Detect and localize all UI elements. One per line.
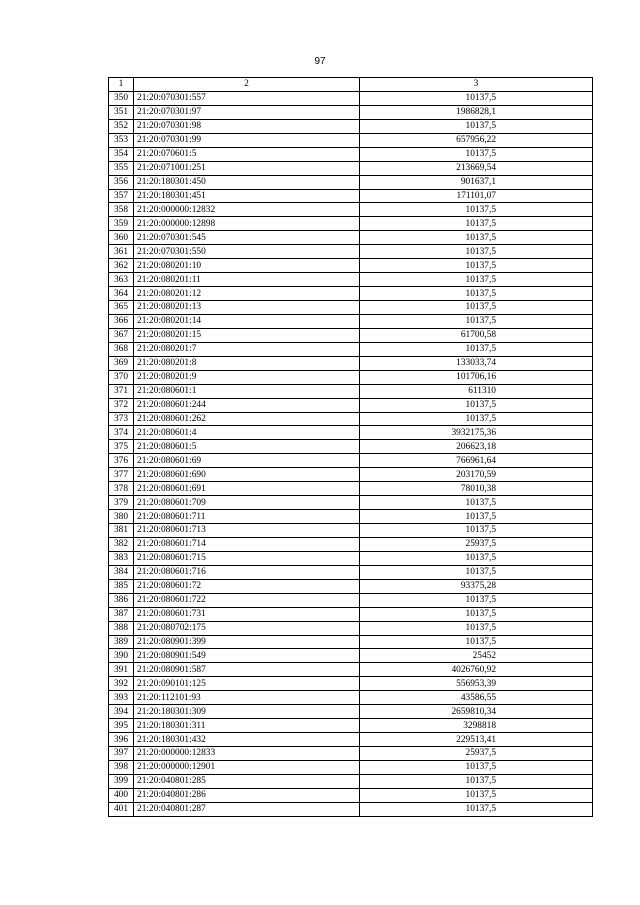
- table-row: [109, 663, 593, 677]
- value-cell: 3932175,36: [360, 426, 593, 440]
- cadastral-number-cell: 21:20:180301:450: [134, 175, 360, 189]
- cadastral-number-cell: 21:20:000000:12901: [134, 760, 360, 774]
- row-number-cell: 350: [109, 91, 134, 105]
- row-number-cell: 384: [109, 565, 134, 579]
- value-cell: 10137,5: [360, 788, 593, 802]
- table-row: [109, 802, 593, 816]
- row-number-cell: 389: [109, 635, 134, 649]
- table-row: [109, 440, 593, 454]
- row-number-cell: 355: [109, 161, 134, 175]
- cadastral-number-cell: 21:20:071001:251: [134, 161, 360, 175]
- cadastral-number-cell: 21:20:180301:309: [134, 705, 360, 719]
- row-number-cell: 365: [109, 301, 134, 315]
- table-row: [109, 217, 593, 231]
- table-row: [109, 161, 593, 175]
- cadastral-number-cell: 21:20:070301:98: [134, 119, 360, 133]
- row-number-cell: 400: [109, 788, 134, 802]
- cadastral-number-cell: 21:20:080901:399: [134, 635, 360, 649]
- cadastral-number-cell: 21:20:080201:9: [134, 370, 360, 384]
- value-cell: 10137,5: [360, 273, 593, 287]
- table-row: [109, 747, 593, 761]
- value-cell: 10137,5: [360, 607, 593, 621]
- value-cell: 61700,58: [360, 328, 593, 342]
- value-cell: 2659810,34: [360, 705, 593, 719]
- cadastral-number-cell: 21:20:090101:125: [134, 677, 360, 691]
- row-number-cell: 401: [109, 802, 134, 816]
- cadastral-number-cell: 21:20:080601:711: [134, 510, 360, 524]
- row-number-cell: 399: [109, 774, 134, 788]
- row-number-cell: 388: [109, 621, 134, 635]
- cadastral-number-cell: 21:20:070601:5: [134, 147, 360, 161]
- table-header-row: [109, 78, 593, 92]
- table-row: [109, 342, 593, 356]
- cadastral-number-cell: 21:20:070301:557: [134, 91, 360, 105]
- cadastral-number-cell: 21:20:080901:587: [134, 663, 360, 677]
- table-row: [109, 788, 593, 802]
- row-number-cell: 392: [109, 677, 134, 691]
- value-cell: 206623,18: [360, 440, 593, 454]
- value-cell: 25937,5: [360, 747, 593, 761]
- row-number-cell: 357: [109, 189, 134, 203]
- cadastral-number-cell: 21:20:080601:244: [134, 398, 360, 412]
- cadastral-value-table: [108, 77, 593, 817]
- row-number-cell: 391: [109, 663, 134, 677]
- row-number-cell: 381: [109, 524, 134, 538]
- table-row: [109, 677, 593, 691]
- cadastral-number-cell: 21:20:080201:14: [134, 314, 360, 328]
- table-row: [109, 649, 593, 663]
- value-cell: 10137,5: [360, 496, 593, 510]
- row-number-cell: 374: [109, 426, 134, 440]
- table-row: [109, 231, 593, 245]
- row-number-cell: 390: [109, 649, 134, 663]
- value-cell: 171101,07: [360, 189, 593, 203]
- row-number-cell: 373: [109, 412, 134, 426]
- cadastral-number-cell: 21:20:070301:545: [134, 231, 360, 245]
- row-number-cell: 376: [109, 454, 134, 468]
- cadastral-number-cell: 21:20:040801:285: [134, 774, 360, 788]
- cadastral-number-cell: 21:20:080201:11: [134, 273, 360, 287]
- table-row: [109, 105, 593, 119]
- table-row: [109, 719, 593, 733]
- row-number-cell: 371: [109, 384, 134, 398]
- value-cell: 901637,1: [360, 175, 593, 189]
- value-cell: 10137,5: [360, 510, 593, 524]
- value-cell: 10137,5: [360, 802, 593, 816]
- row-number-cell: 379: [109, 496, 134, 510]
- cadastral-number-cell: 21:20:080601:714: [134, 537, 360, 551]
- row-number-cell: 385: [109, 579, 134, 593]
- row-number-cell: 375: [109, 440, 134, 454]
- value-cell: 4026760,92: [360, 663, 593, 677]
- value-cell: 229513,41: [360, 733, 593, 747]
- value-cell: 10137,5: [360, 760, 593, 774]
- cadastral-number-cell: 21:20:080201:15: [134, 328, 360, 342]
- value-cell: 556953,39: [360, 677, 593, 691]
- row-number-cell: 352: [109, 119, 134, 133]
- cadastral-number-cell: 21:20:080601:715: [134, 551, 360, 565]
- cadastral-number-cell: 21:20:080601:713: [134, 524, 360, 538]
- value-cell: 10137,5: [360, 245, 593, 259]
- row-number-cell: 359: [109, 217, 134, 231]
- column-header-2: 2: [134, 78, 360, 92]
- value-cell: 10137,5: [360, 217, 593, 231]
- value-cell: 25452: [360, 649, 593, 663]
- row-number-cell: 370: [109, 370, 134, 384]
- table-row: [109, 524, 593, 538]
- column-header-1: 1: [109, 78, 134, 92]
- value-cell: 213669,54: [360, 161, 593, 175]
- table-row: [109, 412, 593, 426]
- cadastral-number-cell: 21:20:080601:4: [134, 426, 360, 440]
- table-row: [109, 273, 593, 287]
- cadastral-number-cell: 21:20:040801:287: [134, 802, 360, 816]
- cadastral-number-cell: 21:20:080201:13: [134, 301, 360, 315]
- row-number-cell: 363: [109, 273, 134, 287]
- value-cell: 10137,5: [360, 314, 593, 328]
- table-row: [109, 691, 593, 705]
- table-row: [109, 314, 593, 328]
- table-row: [109, 287, 593, 301]
- row-number-cell: 362: [109, 259, 134, 273]
- cadastral-number-cell: 21:20:080601:5: [134, 440, 360, 454]
- table-row: [109, 774, 593, 788]
- table-row: [109, 537, 593, 551]
- row-number-cell: 364: [109, 287, 134, 301]
- cadastral-number-cell: 21:20:080601:691: [134, 482, 360, 496]
- table-row: [109, 607, 593, 621]
- cadastral-number-cell: 21:20:080702:175: [134, 621, 360, 635]
- value-cell: 10137,5: [360, 301, 593, 315]
- value-cell: 10137,5: [360, 524, 593, 538]
- cadastral-number-cell: 21:20:080201:8: [134, 356, 360, 370]
- table-row: [109, 245, 593, 259]
- cadastral-number-cell: 21:20:040801:286: [134, 788, 360, 802]
- value-cell: 10137,5: [360, 635, 593, 649]
- cadastral-number-cell: 21:20:080201:10: [134, 259, 360, 273]
- row-number-cell: 383: [109, 551, 134, 565]
- row-number-cell: 380: [109, 510, 134, 524]
- value-cell: 10137,5: [360, 91, 593, 105]
- column-header-3: 3: [360, 78, 593, 92]
- table-row: [109, 635, 593, 649]
- row-number-cell: 353: [109, 133, 134, 147]
- value-cell: 93375,28: [360, 579, 593, 593]
- row-number-cell: 369: [109, 356, 134, 370]
- table-row: [109, 551, 593, 565]
- row-number-cell: 377: [109, 468, 134, 482]
- table-row: [109, 454, 593, 468]
- value-cell: 1986828,1: [360, 105, 593, 119]
- table-row: [109, 510, 593, 524]
- value-cell: 203170,59: [360, 468, 593, 482]
- cadastral-number-cell: 21:20:080201:12: [134, 287, 360, 301]
- row-number-cell: 397: [109, 747, 134, 761]
- row-number-cell: 395: [109, 719, 134, 733]
- row-number-cell: 360: [109, 231, 134, 245]
- row-number-cell: 356: [109, 175, 134, 189]
- value-cell: 10137,5: [360, 412, 593, 426]
- row-number-cell: 396: [109, 733, 134, 747]
- table-row: [109, 133, 593, 147]
- row-number-cell: 361: [109, 245, 134, 259]
- row-number-cell: 366: [109, 314, 134, 328]
- row-number-cell: 387: [109, 607, 134, 621]
- table-body: [109, 91, 593, 816]
- value-cell: 10137,5: [360, 231, 593, 245]
- value-cell: 10137,5: [360, 287, 593, 301]
- table-row: [109, 621, 593, 635]
- table-row: [109, 91, 593, 105]
- value-cell: 10137,5: [360, 342, 593, 356]
- table-row: [109, 398, 593, 412]
- value-cell: 10137,5: [360, 565, 593, 579]
- page-number: 97: [314, 56, 326, 67]
- value-cell: 43586,55: [360, 691, 593, 705]
- value-cell: 10137,5: [360, 621, 593, 635]
- cadastral-number-cell: 21:20:080601:72: [134, 579, 360, 593]
- value-cell: 10137,5: [360, 147, 593, 161]
- row-number-cell: 372: [109, 398, 134, 412]
- row-number-cell: 382: [109, 537, 134, 551]
- value-cell: 3298818: [360, 719, 593, 733]
- cadastral-number-cell: 21:20:000000:12898: [134, 217, 360, 231]
- cadastral-number-cell: 21:20:080901:549: [134, 649, 360, 663]
- value-cell: 10137,5: [360, 551, 593, 565]
- row-number-cell: 398: [109, 760, 134, 774]
- cadastral-number-cell: 21:20:080601:731: [134, 607, 360, 621]
- cadastral-number-cell: 21:20:080601:69: [134, 454, 360, 468]
- table-row: [109, 370, 593, 384]
- value-cell: 78010,38: [360, 482, 593, 496]
- cadastral-number-cell: 21:20:080601:690: [134, 468, 360, 482]
- table-row: [109, 175, 593, 189]
- cadastral-number-cell: 21:20:080201:7: [134, 342, 360, 356]
- row-number-cell: 358: [109, 203, 134, 217]
- cadastral-number-cell: 21:20:080601:262: [134, 412, 360, 426]
- row-number-cell: 354: [109, 147, 134, 161]
- table-row: [109, 301, 593, 315]
- row-number-cell: 378: [109, 482, 134, 496]
- value-cell: 10137,5: [360, 203, 593, 217]
- table-row: [109, 760, 593, 774]
- table-row: [109, 147, 593, 161]
- row-number-cell: 368: [109, 342, 134, 356]
- cadastral-number-cell: 21:20:000000:12832: [134, 203, 360, 217]
- table-row: [109, 259, 593, 273]
- value-cell: 10137,5: [360, 774, 593, 788]
- row-number-cell: 386: [109, 593, 134, 607]
- value-cell: 10137,5: [360, 593, 593, 607]
- table-row: [109, 496, 593, 510]
- value-cell: 133033,74: [360, 356, 593, 370]
- table-row: [109, 384, 593, 398]
- cadastral-number-cell: 21:20:080601:716: [134, 565, 360, 579]
- value-cell: 25937,5: [360, 537, 593, 551]
- table-row: [109, 565, 593, 579]
- row-number-cell: 394: [109, 705, 134, 719]
- table-row: [109, 203, 593, 217]
- value-cell: 766961,64: [360, 454, 593, 468]
- table-row: [109, 705, 593, 719]
- cadastral-number-cell: 21:20:080601:722: [134, 593, 360, 607]
- table-row: [109, 189, 593, 203]
- cadastral-number-cell: 21:20:180301:451: [134, 189, 360, 203]
- cadastral-number-cell: 21:20:112101:93: [134, 691, 360, 705]
- cadastral-number-cell: 21:20:080601:709: [134, 496, 360, 510]
- table-row: [109, 426, 593, 440]
- row-number-cell: 351: [109, 105, 134, 119]
- row-number-cell: 393: [109, 691, 134, 705]
- value-cell: 657956,22: [360, 133, 593, 147]
- table-row: [109, 593, 593, 607]
- table-row: [109, 468, 593, 482]
- value-cell: 101706,16: [360, 370, 593, 384]
- table-row: [109, 482, 593, 496]
- table-row: [109, 579, 593, 593]
- value-cell: 10137,5: [360, 259, 593, 273]
- value-cell: 10137,5: [360, 119, 593, 133]
- cadastral-number-cell: 21:20:180301:311: [134, 719, 360, 733]
- cadastral-number-cell: 21:20:080601:1: [134, 384, 360, 398]
- value-cell: 10137,5: [360, 398, 593, 412]
- table-row: [109, 328, 593, 342]
- table-row: [109, 119, 593, 133]
- value-cell: 611310: [360, 384, 593, 398]
- cadastral-number-cell: 21:20:070301:550: [134, 245, 360, 259]
- cadastral-number-cell: 21:20:180301:432: [134, 733, 360, 747]
- table-row: [109, 356, 593, 370]
- row-number-cell: 367: [109, 328, 134, 342]
- cadastral-number-cell: 21:20:070301:97: [134, 105, 360, 119]
- cadastral-number-cell: 21:20:000000:12833: [134, 747, 360, 761]
- cadastral-number-cell: 21:20:070301:99: [134, 133, 360, 147]
- table-row: [109, 733, 593, 747]
